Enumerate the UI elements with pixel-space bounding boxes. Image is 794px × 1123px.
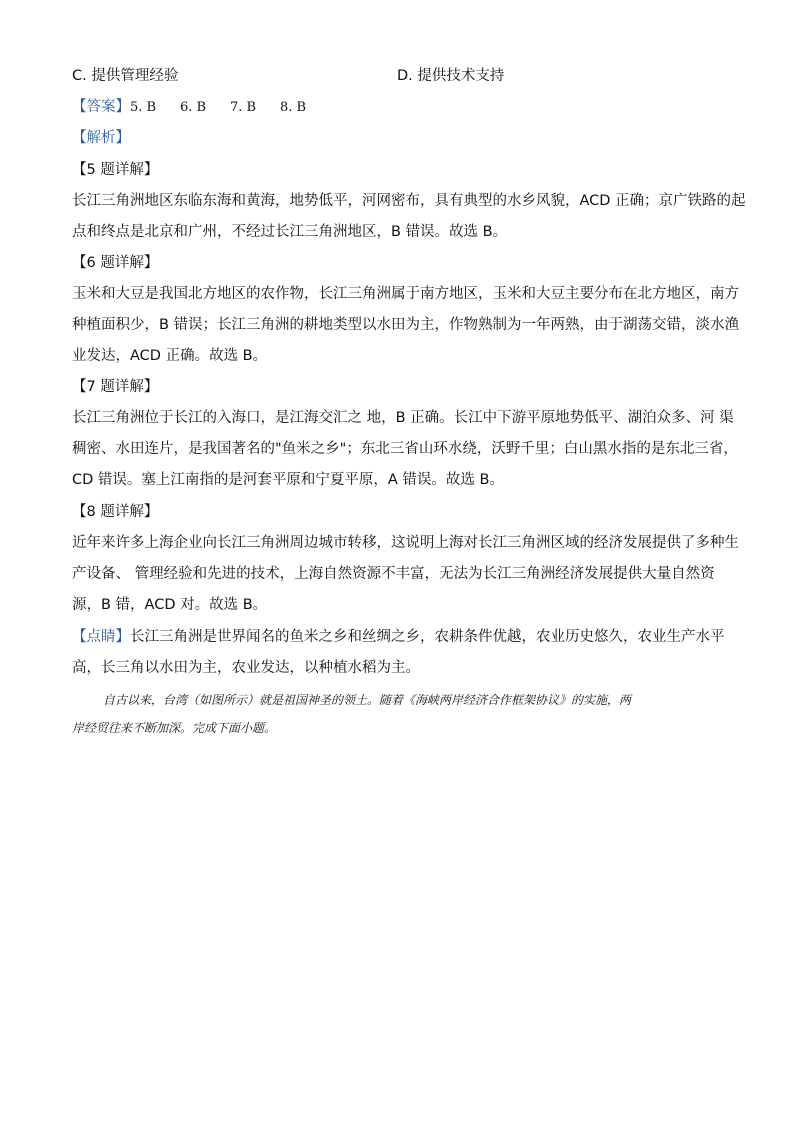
- answer-item: 5. B: [130, 100, 157, 115]
- q8-line: 产设备、 管理经验和先进的技术，上海自然资源不丰富，无法为长江三角洲经济发展提供大量自然资: [72, 566, 715, 582]
- intro-line: 岸经贸往来不断加深。完成下面小题。: [72, 721, 277, 735]
- answer-line: [72, 97, 306, 118]
- q7-heading: 【7 题详解】: [72, 379, 159, 395]
- q6-line: 种植面积少，B 错误；长江三角洲的耕地类型以水田为主，作物熟制为一年两熟，由于湖荡交错，淡水渔: [72, 317, 740, 333]
- q7-line: 长江三角洲位于长江的入海口，是江海交汇之 地，B 正确。长江中下游平原地势低平、湖泊众多、河 渠: [72, 410, 734, 426]
- q8-line: 近年来许多上海企业向长江三角洲周边城市转移，这说明上海对长江三角洲区域的经济发展提供了多种生: [72, 535, 739, 551]
- q6-line: 玉米和大豆是我国北方地区的农作物，长江三角洲属于南方地区，玉米和大豆主要分布在北方地区，南方: [72, 286, 739, 302]
- q8-line: 源，B 错，ACD 对。故选 B。: [72, 597, 268, 613]
- q7-line: CD 错误。塞上江南指的是河套平原和宁夏平原，A 错误。故选 B。: [72, 472, 504, 488]
- q6-heading: 【6 题详解】: [72, 255, 159, 271]
- q7-line: 稠密、水田连片，是我国著名的"鱼米之乡"；东北三省山环水绕，沃野千里；白山黑水指的是东北三省，: [72, 441, 738, 457]
- answer-label: 【答案】: [72, 99, 130, 115]
- option-d: D. 提供技术支持: [397, 68, 505, 84]
- comment-text: 长江三角洲是世界闻名的鱼米之乡和丝绸之乡，农耕条件优越，农业历史悠久，农业生产水平: [130, 629, 725, 645]
- answer-item: 8. B: [280, 100, 307, 115]
- q8-heading: 【8 题详解】: [72, 504, 159, 520]
- answer-item: 6. B: [180, 100, 207, 115]
- comment-line: 高，长三角以水田为主，农业发达，以种植水稻为主。: [72, 660, 420, 676]
- q5-line: 点和终点是北京和广州，不经过长江三角洲地区，B 错误。故选 B。: [72, 224, 508, 240]
- option-c: C. 提供管理经验: [72, 68, 179, 84]
- answer-item: 7. B: [230, 100, 257, 115]
- q5-line: 长江三角洲地区东临东海和黄海，地势低平，河网密布，具有典型的水乡风貌，ACD 正确；京广铁路的起: [72, 193, 746, 209]
- q6-line: 业发达，ACD 正确。故选 B。: [72, 348, 268, 364]
- comment-label: 【点睛】: [72, 629, 130, 645]
- answer-items: [130, 100, 306, 115]
- q5-heading: 【5 题详解】: [72, 162, 159, 178]
- analysis-label: 【解析】: [72, 130, 130, 146]
- comment-line: [72, 627, 725, 647]
- intro-line: 自古以来，台湾（如图所示）就是祖国神圣的领土。随着《海峡两岸经济合作框架协议》的实施，两: [103, 693, 632, 707]
